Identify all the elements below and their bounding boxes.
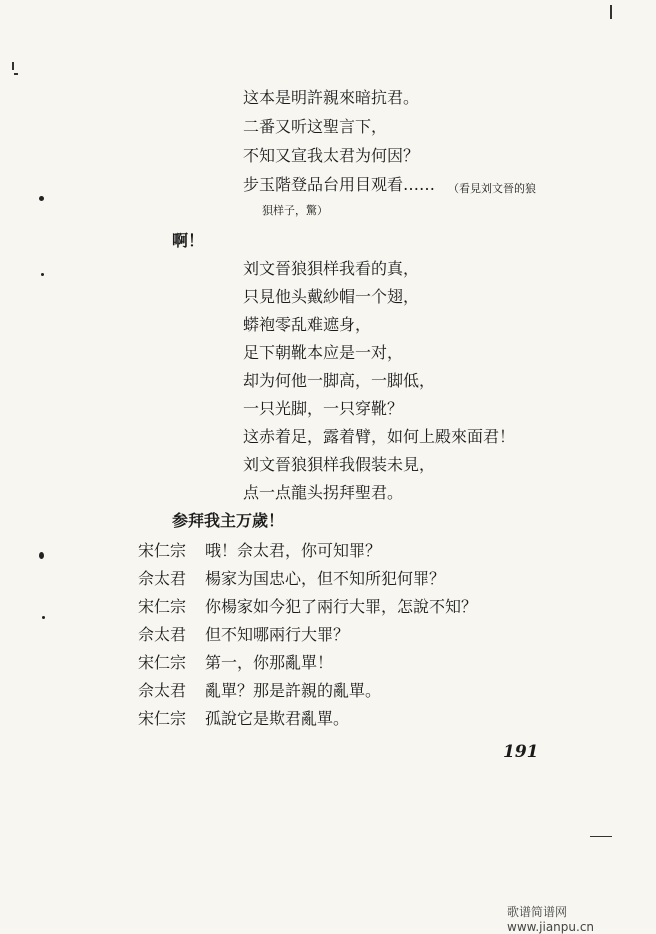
- page-number: 191: [503, 742, 539, 762]
- scan-speck: [39, 196, 44, 201]
- verse-line: 步玉階登品台用目观看……: [243, 175, 436, 194]
- speaker-name: 佘太君: [138, 569, 187, 588]
- verse-line: 不知又宣我太君为何因？: [243, 146, 420, 165]
- speech-text: 哦！佘太君，你可知罪？: [205, 541, 382, 560]
- scan-speck: [39, 552, 44, 559]
- verse-line: 点一点龍头拐拜聖君。: [243, 483, 404, 502]
- margin-mark: [610, 5, 612, 19]
- verse-line: 足下朝靴本应是一对，: [243, 343, 404, 362]
- stage-direction: （看見刘文晉的狼: [448, 182, 536, 195]
- scan-speck: [42, 616, 45, 619]
- margin-mark: [590, 836, 612, 837]
- speech-text: 但不知哪兩行大罪？: [205, 625, 350, 644]
- verse-line: 一只光脚，一只穿靴？: [243, 399, 404, 418]
- verse-line: 刘文晉狼狽样我看的真，: [243, 259, 420, 278]
- verse-line: 蟒袍零乱难遮身，: [243, 315, 372, 334]
- speech-text: 你楊家如今犯了兩行大罪，怎說不知？: [205, 597, 478, 616]
- speaker-name: 宋仁宗: [138, 709, 187, 728]
- verse-line: 只見他头戴紗帽一个翅，: [243, 287, 420, 306]
- verse-line: 二番又听这聖言下，: [243, 117, 388, 136]
- verse-line: 却为何他一脚高，一脚低，: [243, 371, 436, 390]
- speaker-name: 佘太君: [138, 625, 187, 644]
- verse-line: 刘文晉狼狽样我假装未見，: [243, 455, 436, 474]
- speech-text: 孤說它是欺君亂單。: [205, 709, 350, 728]
- margin-mark: [14, 73, 18, 75]
- speaker-name: 佘太君: [138, 681, 187, 700]
- margin-mark: [12, 62, 14, 70]
- scan-speck: [41, 273, 44, 276]
- stage-direction-cont: 狽样子，驚）: [262, 204, 328, 217]
- speaker-name: 宋仁宗: [138, 597, 187, 616]
- verse-line: 这赤着足，露着臂，如何上殿來面君！: [243, 427, 516, 446]
- verse-line: 这本是明許親來暗抗君。: [243, 88, 420, 107]
- watermark-text: 歌谱简谱网 www.jianpu.cn: [507, 905, 595, 934]
- speech-text: 楊家为国忠心，但不知所犯何罪？: [205, 569, 446, 588]
- speech-text: 亂單？那是許親的亂單。: [205, 681, 382, 700]
- speaker-name: 宋仁宗: [138, 653, 187, 672]
- speech-text: 第一，你那亂單！: [205, 653, 334, 672]
- speaker-name: 宋仁宗: [138, 541, 187, 560]
- exclamation: 啊！: [172, 231, 205, 250]
- salute-line: 参拜我主万歲！: [172, 511, 285, 530]
